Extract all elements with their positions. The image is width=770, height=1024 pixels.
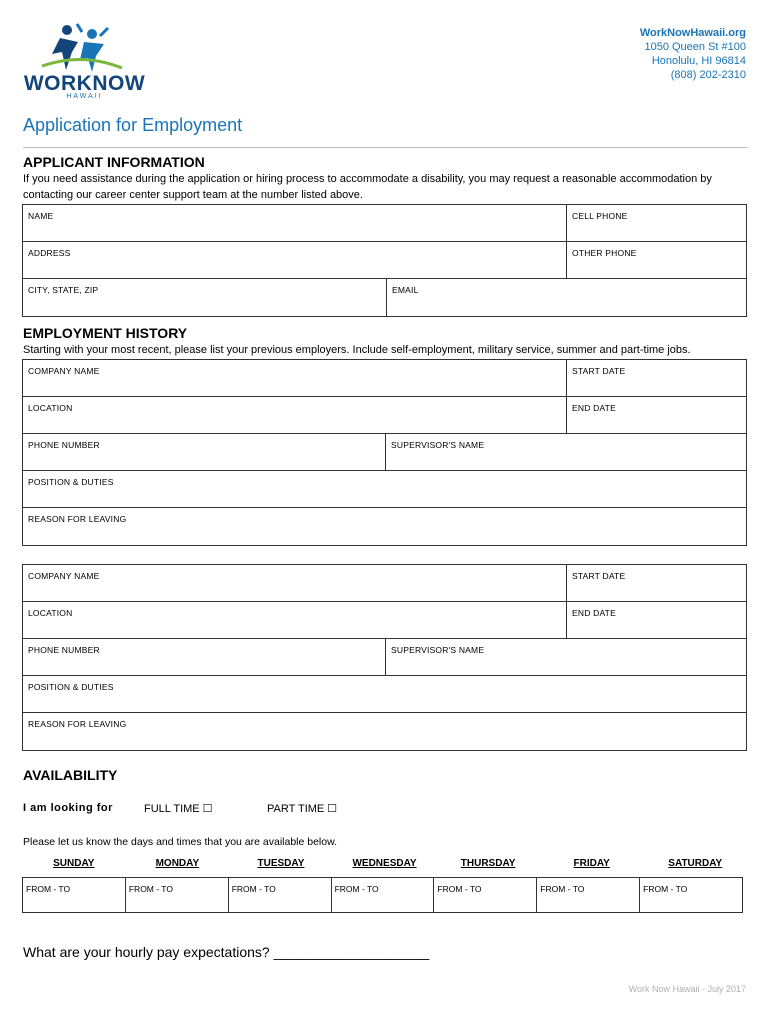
wednesday-slot[interactable]: FROM - TO: [331, 878, 434, 912]
position-duties-field[interactable]: [23, 471, 746, 507]
position-duties-field[interactable]: [23, 676, 746, 712]
org-contact: [640, 26, 746, 82]
org-address-line1: 1050 Queen St #100: [644, 41, 746, 53]
phone-number-field[interactable]: [23, 434, 385, 470]
worknow-logo: [22, 22, 147, 102]
company-name-label: COMPANY NAME: [28, 571, 100, 581]
pay-expectation-question[interactable]: What are your hourly pay expectations? ____________________: [23, 944, 430, 960]
employment-heading: EMPLOYMENT HISTORY: [23, 325, 188, 341]
start-date-label: START DATE: [572, 366, 626, 376]
supervisor-label: SUPERVISOR'S NAME: [391, 645, 485, 655]
part-time-checkbox[interactable]: PART TIME ☐: [267, 803, 338, 815]
employer-form-1: [22, 359, 747, 546]
end-date-label: END DATE: [572, 403, 616, 413]
location-field[interactable]: [23, 397, 566, 433]
city-state-zip-label: CITY, STATE, ZIP: [28, 285, 99, 295]
position-duties-label: POSITION & DUTIES: [28, 477, 114, 487]
start-date-field[interactable]: [566, 565, 746, 601]
position-duties-label: POSITION & DUTIES: [28, 682, 114, 692]
applicant-note: If you need assistance during the application or hiring process to accommodate a disability, you may request a reasonable accommodation by contacting our career center support team at the number listed above.: [23, 173, 712, 201]
location-label: LOCATION: [28, 608, 73, 618]
location-label: LOCATION: [28, 403, 73, 413]
reason-leaving-label: REASON FOR LEAVING: [28, 514, 127, 524]
day-saturday: SATURDAY: [668, 858, 723, 869]
logo-text: WORKNOW: [23, 72, 146, 95]
phone-number-label: PHONE NUMBER: [28, 440, 100, 450]
org-website[interactable]: WorkNowHawaii.org: [639, 27, 746, 39]
end-date-field[interactable]: [566, 602, 746, 638]
cell-phone-field[interactable]: [566, 205, 746, 241]
day-sunday: SUNDAY: [53, 858, 95, 869]
employment-note: Starting with your most recent, please list your previous employers. Include self-employment, military service, summer and part-time jobs.: [23, 344, 691, 356]
other-phone-field[interactable]: [566, 242, 746, 278]
supervisor-label: SUPERVISOR'S NAME: [391, 440, 485, 450]
thursday-slot[interactable]: FROM - TO: [433, 878, 536, 912]
sunday-slot[interactable]: FROM - TO: [26, 884, 71, 894]
availability-heading: AVAILABILITY: [23, 767, 118, 783]
availability-slots: [22, 877, 743, 913]
tuesday-slot[interactable]: FROM - TO: [228, 878, 331, 912]
company-name-label: COMPANY NAME: [28, 366, 100, 376]
logo-subtext: HAWAII: [66, 93, 103, 100]
org-phone: (808) 202-2310: [670, 69, 746, 81]
end-date-label: END DATE: [572, 608, 616, 618]
supervisor-field[interactable]: [385, 639, 746, 675]
employer-form-2: [22, 564, 747, 751]
end-date-field[interactable]: [566, 397, 746, 433]
company-name-field[interactable]: [23, 360, 566, 396]
org-address-line2: Honolulu, HI 96814: [651, 55, 746, 67]
city-state-zip-field[interactable]: [23, 279, 386, 316]
saturday-slot[interactable]: FROM - TO: [639, 878, 742, 912]
day-monday: MONDAY: [155, 858, 200, 869]
other-phone-label: OTHER PHONE: [572, 248, 637, 258]
supervisor-field[interactable]: [385, 434, 746, 470]
address-label: ADDRESS: [28, 248, 71, 258]
start-date-field[interactable]: [566, 360, 746, 396]
name-label: NAME: [28, 211, 54, 221]
reason-leaving-field[interactable]: [23, 713, 746, 750]
location-field[interactable]: [23, 602, 566, 638]
reason-leaving-field[interactable]: [23, 508, 746, 545]
day-wednesday: WEDNESDAY: [352, 858, 417, 869]
days-header: [22, 858, 747, 869]
title-divider: [23, 147, 748, 148]
company-name-field[interactable]: [23, 565, 566, 601]
cell-phone-label: CELL PHONE: [572, 211, 628, 221]
monday-slot[interactable]: FROM - TO: [125, 878, 228, 912]
applicant-form: [22, 204, 747, 317]
day-friday: FRIDAY: [573, 858, 610, 869]
day-tuesday: TUESDAY: [257, 858, 305, 869]
full-time-checkbox[interactable]: FULL TIME ☐: [144, 803, 213, 815]
looking-for-label: I am looking for: [23, 802, 113, 814]
friday-slot[interactable]: FROM - TO: [536, 878, 639, 912]
applicant-heading: APPLICANT INFORMATION: [23, 154, 205, 170]
phone-number-field[interactable]: [23, 639, 385, 675]
availability-note: Please let us know the days and times that you are available below.: [23, 836, 338, 848]
name-field[interactable]: [23, 205, 566, 241]
phone-number-label: PHONE NUMBER: [28, 645, 100, 655]
start-date-label: START DATE: [572, 571, 626, 581]
page-title: Application for Employment: [23, 115, 243, 135]
day-thursday: THURSDAY: [460, 858, 516, 869]
email-label: EMAIL: [392, 285, 419, 295]
address-field[interactable]: [23, 242, 566, 278]
reason-leaving-label: REASON FOR LEAVING: [28, 719, 127, 729]
footer-text: Work Now Hawaii - July 2017: [628, 984, 746, 994]
email-field[interactable]: [386, 279, 746, 316]
